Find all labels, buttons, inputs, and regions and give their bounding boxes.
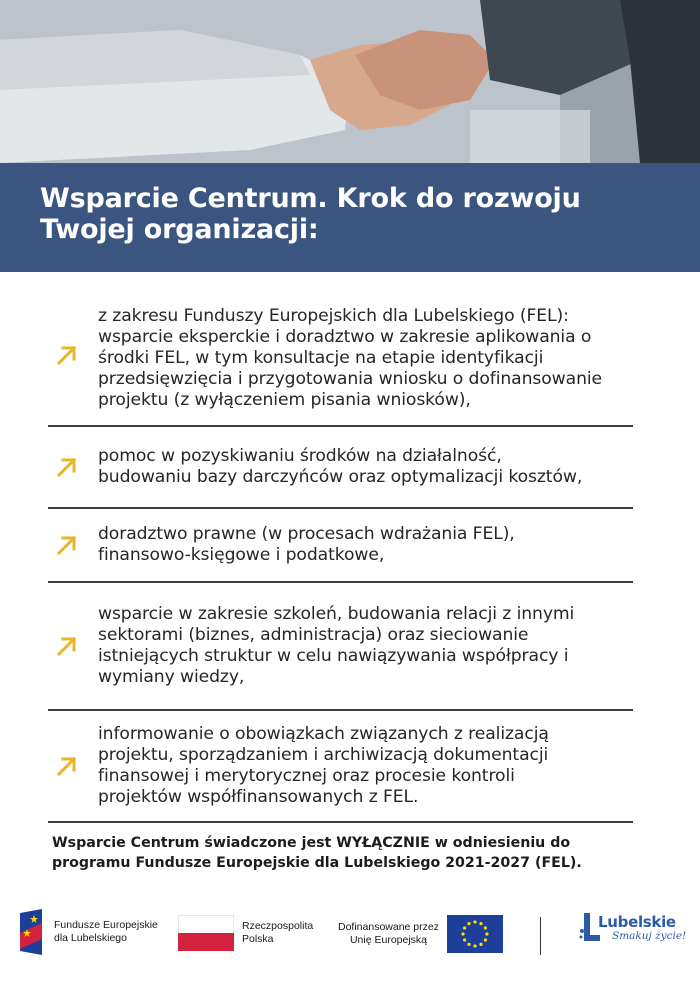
support-list (48, 285, 633, 823)
footer-logos (0, 905, 700, 965)
list-item-text: wsparcie w zakresie szkoleń, budowania relacji z innymi sektorami (biznes, administracja) oraz sieciowanie istniejących struktur w celu nawiązywania współpracy i wymiany wiedzy, (98, 604, 575, 687)
list-item (48, 427, 633, 509)
arrow-up-right-icon (56, 534, 78, 556)
list-item-text: doradztwo prawne (w procesach wdrażania FEL), finansowo-księgowe i podatkowe, (98, 524, 515, 565)
list-item (48, 509, 633, 583)
list-item-text: z zakresu Funduszy Europejskich dla Lubelskiego (FEL): wsparcie eksperckie i doradztwo w zakresie aplikowania o środki FEL, w tym konsultacje na etapie identyfikacji przedsięwzięcia i przygotowania wniosku o dofinansowanie projektu (z wyłączeniem pisania wniosków), (98, 305, 603, 410)
list-item-text: informowanie o obowiązkach związanych z realizacją projektu, sporządzaniem i archiwizacją dokumentacji finansowej i merytorycznej oraz procesie kontroli projektów współfinansowanych z FEL. (98, 724, 549, 807)
list-item (48, 711, 633, 823)
title-banner (0, 163, 700, 272)
list-item (48, 285, 633, 427)
eu-logo: Dofinansowane przez Unię Europejską (338, 915, 503, 953)
fe-logo: Fundusze Europejskie dla Lubelskiego (18, 909, 158, 955)
footer-divider (540, 917, 541, 955)
pl-logo: Rzeczpospolita Polska (178, 915, 313, 951)
hero-handshake-photo (0, 0, 700, 163)
arrow-up-right-icon (56, 755, 78, 777)
scope-note: Wsparcie Centrum świadczone jest WYŁĄCZNIE w odniesieniu do programu Fundusze Europejskie dla Lubelskiego 2021-2027 (FEL). (52, 835, 582, 871)
arrow-up-right-icon (56, 635, 78, 657)
list-item-text: pomoc w pozyskiwaniu środków na działalność, budowaniu bazy darczyńców oraz optymalizacji kosztów, (98, 446, 583, 487)
page-title: Wsparcie Centrum. Krok do rozwoju Twojej organizacji: (40, 183, 581, 245)
list-item (48, 583, 633, 711)
polish-flag-icon (178, 915, 234, 951)
lubelskie-logo: Lubelskie Smakuj życie! (578, 911, 686, 945)
handshake-illustration (0, 0, 700, 163)
arrow-up-right-icon (56, 344, 78, 366)
arrow-up-right-icon (56, 456, 78, 478)
fe-logo-icon (18, 909, 46, 955)
eu-flag-icon (447, 915, 503, 953)
